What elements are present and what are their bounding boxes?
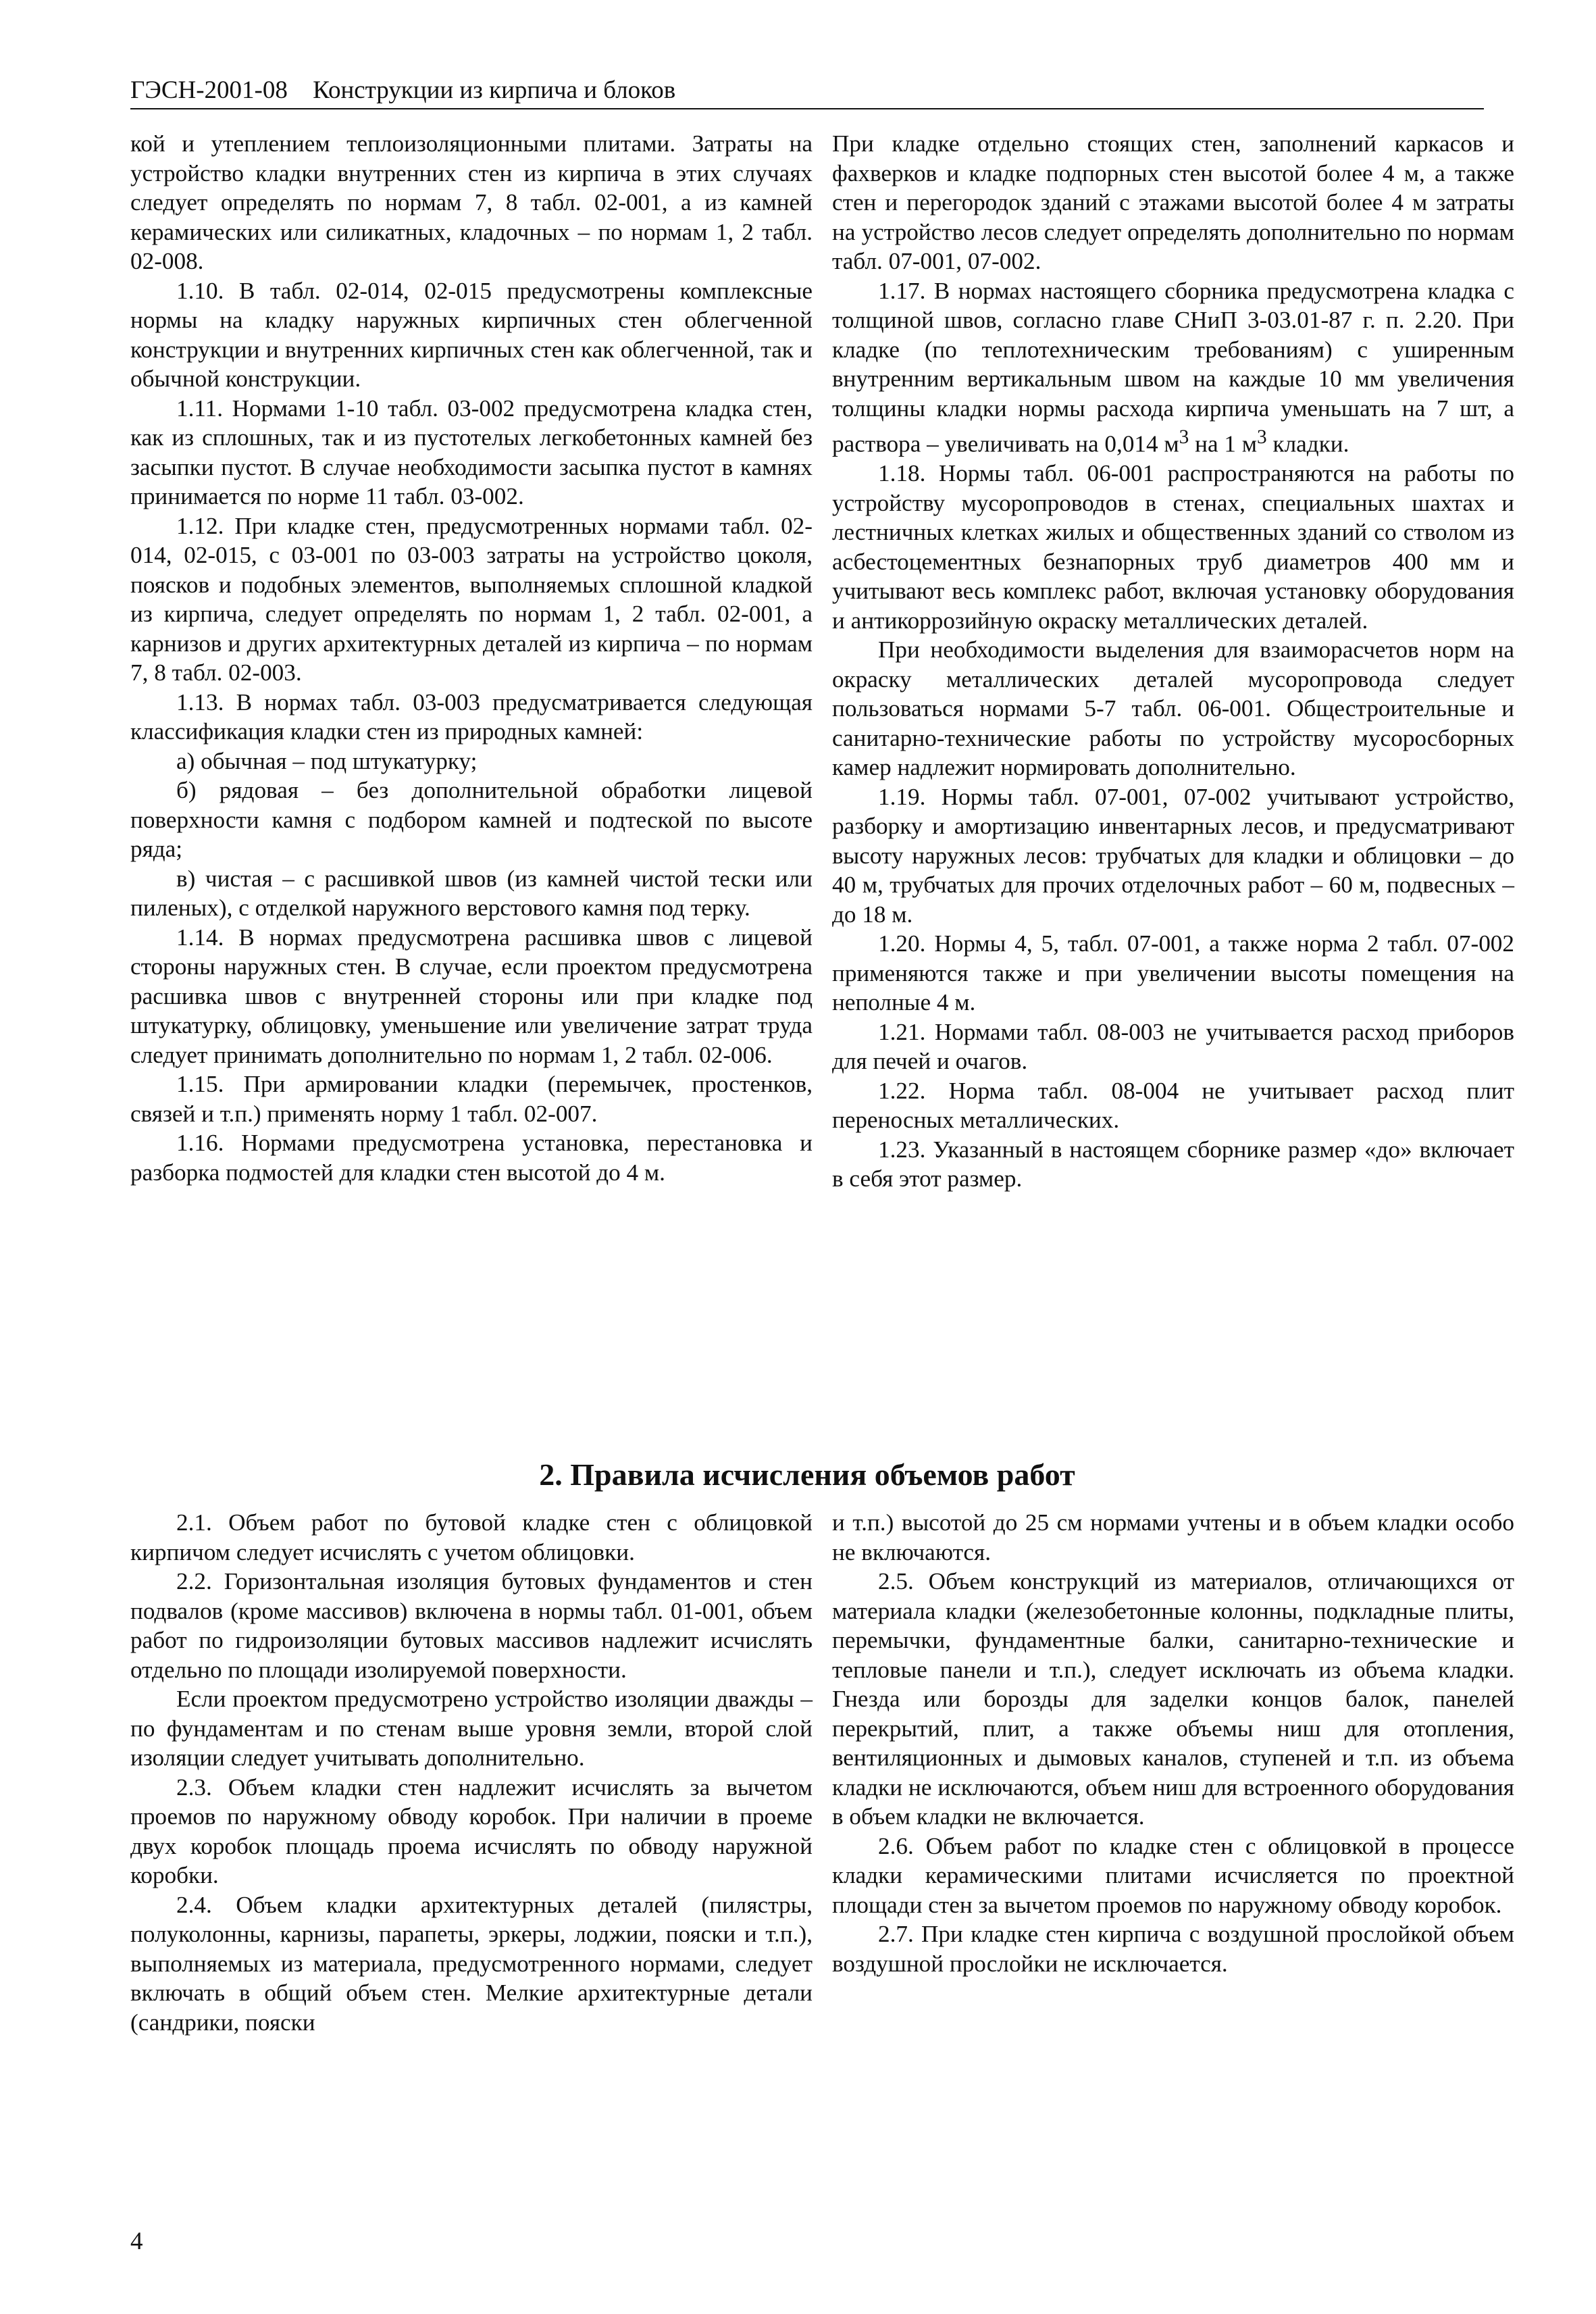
- paragraph: 2.5. Объем конструкций из материалов, отличающихся от материала кладки (железобетонные колонны, подкладные плиты, перемычки, фундаментные балки, санитарно-технические и тепловые панели и т.п.), следует исключать из объема кладки. Гнезда или борозды для заделки концов балок, панелей перекрытий, плит, а также объемы ниш для отопления, вентиляционных и дымовых каналов, ступеней и т.п. из объема кладки не исключаются, объем ниш для встроенного оборудования в объем кладки не включается.: [832, 1568, 1514, 1830]
- paragraph: 2.7. При кладке стен кирпича с воздушной прослойкой объем воздушной прослойки не исключается.: [832, 1921, 1514, 1977]
- paragraph: При кладке отдельно стоящих стен, заполнений каркасов и фахверков и кладке подпорных стен высотой более 4 м, а также стен и перегородок зданий с этажами высотой более 4 м затраты на устройство лесов следует определять дополнительно по нормам табл. 07-001, 07-002.: [832, 130, 1514, 274]
- paragraph: 1.10. В табл. 02-014, 02-015 предусмотрены комплексные нормы на кладку наружных кирпичных стен облегченной конструкции и внутренних кирпичных стен как облегченной, так и обычной конструкции.: [130, 277, 813, 392]
- paragraph: [832, 276, 1514, 459]
- list-item: в) чистая – с расшивкой швов (из камней чистой тески или пиленых), с отделкой наружного верстового камня под терку.: [130, 865, 813, 921]
- list-item: б) рядовая – без дополнительной обработки лицевой поверхности камня с подбором камней и подтеской по высоте ряда;: [130, 777, 813, 862]
- paragraph: кой и утеплением теплоизоляционными плитами. Затраты на устройство кладки внутренних стен из кирпича в этих случаях следует определять по нормам 7, 8 табл. 02-001, а из камней керамических или силикатных, кладочных – по нормам 1, 2 табл. 02-008.: [130, 130, 813, 274]
- left-column-top: [130, 129, 813, 1187]
- paragraph: 1.13. В нормах табл. 03-003 предусматривается следующая классификация кладки стен из природных камней:: [130, 688, 813, 745]
- paragraph: 1.11. Нормами 1-10 табл. 03-002 предусмотрена кладка стен, как из сплошных, так и из пустотелых легкобетонных камней без засыпки пустот. В случае необходимости засыпка пустот в камнях принимается по норме 11 табл. 03-002.: [130, 395, 813, 509]
- paragraph: 2.3. Объем кладки стен надлежит исчислять за вычетом проемов по наружному обводу коробок. При наличии в проеме двух коробок площадь проема исчислять по обводу наружной коробки.: [130, 1774, 813, 1888]
- section-heading: 2. Правила исчисления объемов работ: [539, 1457, 1075, 1492]
- right-column-top: [832, 129, 1514, 1194]
- paragraph: 1.12. При кладке стен, предусмотренных нормами табл. 02-014, 02-015, с 03-001 по 03-003 затраты на устройство цоколя, поясков и подобных элементов, выполняемых сплошной кладкой из кирпича, следует определять по нормам 1, 2 табл. 02-001, а карнизов и других архитектурных деталей из кирпича – по нормам 7, 8 табл. 02-003.: [130, 512, 813, 686]
- right-column-bottom: [832, 1508, 1514, 1978]
- left-column-bottom: [130, 1508, 813, 2037]
- paragraph-text: на 1 м: [1189, 430, 1258, 457]
- list-item: а) обычная – под штукатурку;: [176, 747, 478, 774]
- paragraph: 2.2. Горизонтальная изоляция бутовых фундаментов и стен подвалов (кроме массивов) включена в нормы табл. 01-001, объем работ по гидроизоляции бутовых массивов надлежит исчислять отдельно по площади изолируемой поверхности.: [130, 1568, 813, 1683]
- running-header: [130, 76, 1484, 109]
- paragraph: 1.15. При армировании кладки (перемычек, простенков, связей и т.п.) применять норму 1 табл. 02-007.: [130, 1071, 813, 1127]
- paragraph: 2.4. Объем кладки архитектурных деталей (пилястры, полуколонны, карнизы, парапеты, эркеры, лоджии, пояски и т.п.), выполняемых из материала, предусмотренного нормами, следует включать в общий объем стен. Мелкие архитектурные детали (сандрики, пояски: [130, 1891, 813, 2036]
- paragraph: 1.16. Нормами предусмотрена установка, перестановка и разборка подмостей для кладки стен высотой до 4 м.: [130, 1130, 813, 1186]
- paragraph: 1.23. Указанный в настоящем сборнике размер «до» включает в себя этот размер.: [832, 1136, 1514, 1192]
- paragraph: Если проектом предусмотрено устройство изоляции дважды – по фундаментам и по стенам выше уровня земли, второй слой изоляции следует учитывать дополнительно.: [130, 1686, 813, 1771]
- paragraph-text: кладки.: [1266, 430, 1349, 457]
- paragraph-text: 1.17. В нормах настоящего сборника предусмотрена кладка с толщиной швов, согласно главе СНиП 3-03.01-87 г. п. 2.20. При кладке (по теплотехническим требованиям) с уширенным внутренним вертикальным швом на каждые 10 мм увеличения толщины кладки нормы расхода кирпича уменьшать на 7 шт, а раствора – увеличивать на 0,014 м: [832, 277, 1514, 457]
- paragraph: 1.19. Нормы табл. 07-001, 07-002 учитывают устройство, разборку и амортизацию инвентарных лесов, и предусматривают высоту наружных лесов: трубчатых для кладки и облицовки – до 40 м, трубчатых для прочих отделочных работ – 60 м, подвесных – до 18 м.: [832, 783, 1514, 928]
- paragraph: 1.18. Нормы табл. 06-001 распространяются на работы по устройству мусоропроводов в стенах, специальных шахтах и лестничных клетках жилых и общественных зданий со стволом из асбестоцементных безнапорных труб диаметров 400 мм и учитывают весь комплекс работ, включая установку оборудования и антикоррозийную окраску металлических деталей.: [832, 460, 1514, 634]
- paragraph: 1.14. В нормах предусмотрена расшивка швов с лицевой стороны наружных стен. В случае, если проектом предусмотрена расшивка швов с внутренней стороны или при кладке под штукатурку, облицовку, уменьшение или увеличение затрат труда следует принимать дополнительно по нормам 1, 2 табл. 02-006.: [130, 924, 813, 1068]
- superscript: 3: [1179, 426, 1189, 448]
- paragraph: 1.20. Нормы 4, 5, табл. 07-001, а также норма 2 табл. 07-002 применяются также и при увеличении высоты помещения на неполные 4 м.: [832, 930, 1514, 1016]
- paragraph: 1.22. Норма табл. 08-004 не учитывает расход плит переносных металлических.: [832, 1077, 1514, 1134]
- paragraph: 1.21. Нормами табл. 08-003 не учитывается расход приборов для печей и очагов.: [832, 1018, 1514, 1075]
- paragraph: 2.6. Объем работ по кладке стен с облицовкой в процессе кладки керамическими плитами исчисляется по проектной площади стен за вычетом проемов по наружному обводу коробок.: [832, 1832, 1514, 1918]
- superscript: 3: [1257, 426, 1267, 448]
- paragraph: При необходимости выделения для взаиморасчетов норм на окраску металлических деталей мусоропровода следует пользоваться нормами 5-7 табл. 06-001. Общестроительные и санитарно-технические работы по устройству мусоросборных камер надлежит нормировать дополнительно.: [832, 636, 1514, 781]
- paragraph: и т.п.) высотой до 25 см нормами учтены и в объем кладки особо не включаются.: [832, 1509, 1514, 1565]
- page-number: 4: [130, 2228, 143, 2255]
- document-title: Конструкции из кирпича и блоков: [313, 76, 676, 104]
- document-code: ГЭСН-2001-08: [130, 76, 288, 104]
- paragraph: 2.1. Объем работ по бутовой кладке стен с облицовкой кирпичом следует исчислять с учетом облицовки.: [130, 1509, 813, 1565]
